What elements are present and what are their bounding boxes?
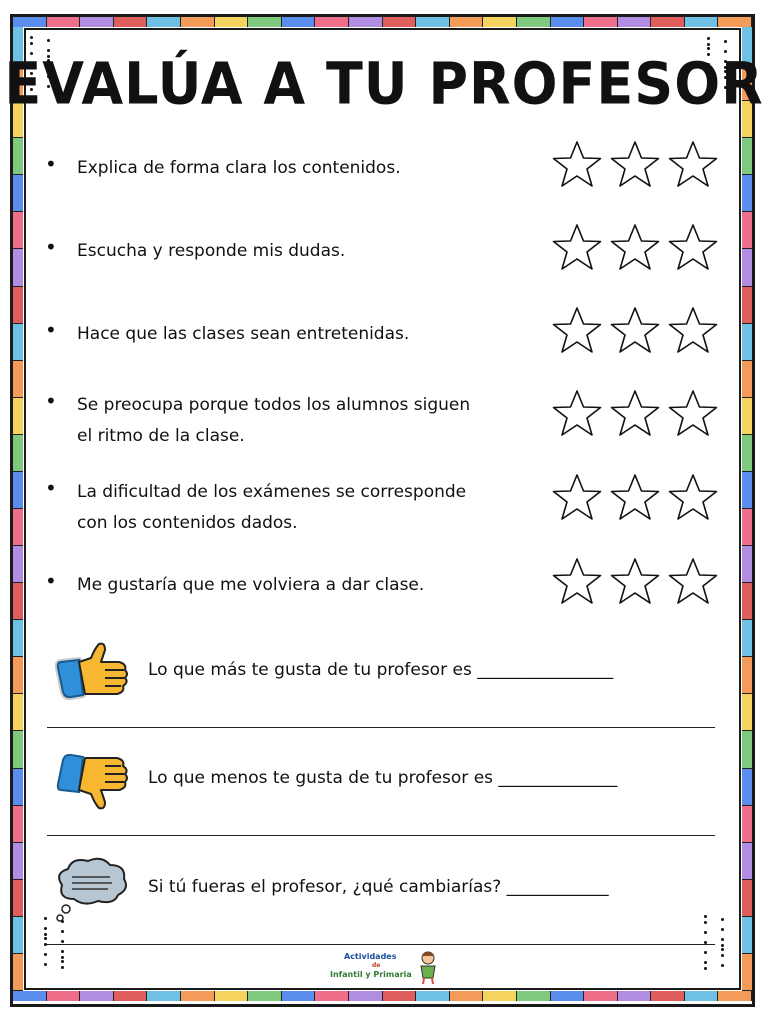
border-segment [742, 138, 752, 175]
dot [44, 963, 47, 966]
border-segment [685, 991, 719, 1001]
border-segment [742, 620, 752, 657]
star-icon[interactable] [550, 556, 604, 608]
dot [721, 928, 724, 931]
question-least-favorite: Lo que menos te gusta de tu profesor es ______________ [148, 768, 618, 788]
star-icon[interactable] [550, 305, 604, 357]
border-segment [584, 17, 618, 27]
dot [61, 950, 64, 953]
dot [704, 951, 707, 954]
star-icon[interactable] [550, 139, 604, 191]
border-segment [147, 17, 181, 27]
border-segment [517, 991, 551, 1001]
star-icon[interactable] [666, 472, 720, 524]
border-segment [618, 17, 652, 27]
border-segment [13, 769, 23, 806]
bullet: • [45, 476, 57, 500]
border-segment [13, 509, 23, 546]
border-segment [383, 991, 417, 1001]
dot [721, 944, 724, 947]
bullet: • [45, 152, 57, 176]
border-segment [383, 17, 417, 27]
border-segment [742, 917, 752, 954]
border-segment [13, 880, 23, 917]
border-segment [13, 138, 23, 175]
border-segment [147, 991, 181, 1001]
dot [724, 40, 727, 43]
border-segment [315, 991, 349, 1001]
border-segment [618, 991, 652, 1001]
thumbs-down-icon [55, 750, 133, 812]
rating-item-text: Se preocupa porque todos los alumnos siguen el ritmo de la clase. [77, 395, 471, 446]
border-segment [742, 472, 752, 509]
star-icon[interactable] [666, 556, 720, 608]
border-segment [13, 435, 23, 472]
logo-text: Actividades [344, 952, 397, 961]
border-segment [282, 991, 316, 1001]
bullet: • [45, 235, 57, 259]
border-segment [742, 954, 752, 991]
border-segment [742, 212, 752, 249]
dot [30, 36, 33, 39]
dot [30, 42, 33, 45]
border-segment [742, 435, 752, 472]
border-segment [47, 17, 81, 27]
border-segment [13, 212, 23, 249]
border-segment [13, 917, 23, 954]
border-segment [215, 17, 249, 27]
dot [44, 953, 47, 956]
border-segment [13, 17, 47, 27]
star-icon[interactable] [550, 222, 604, 274]
star-rating[interactable] [550, 556, 725, 608]
answer-line[interactable] [47, 944, 715, 945]
border-segment [13, 546, 23, 583]
border-segment [416, 991, 450, 1001]
star-rating[interactable] [550, 472, 725, 524]
star-icon[interactable] [608, 388, 662, 440]
dot [61, 930, 64, 933]
child-mascot-icon [416, 950, 440, 984]
border-segment [742, 769, 752, 806]
page-title: EVALÚA A TU PROFESOR [4, 49, 764, 118]
dot [44, 937, 47, 940]
border-segment [13, 361, 23, 398]
border-segment [742, 880, 752, 917]
bullet: • [45, 389, 57, 413]
star-icon[interactable] [608, 556, 662, 608]
border-segment [349, 991, 383, 1001]
dot [721, 938, 724, 941]
thought-cloud-icon [50, 855, 130, 925]
border-segment [742, 249, 752, 286]
dot [61, 940, 64, 943]
border-segment [248, 17, 282, 27]
dot [707, 37, 710, 40]
dot [721, 918, 724, 921]
star-rating[interactable] [550, 139, 725, 191]
star-rating[interactable] [550, 388, 725, 440]
dot [44, 927, 47, 930]
border-segment [742, 398, 752, 435]
border-segment [416, 17, 450, 27]
question-change: Si tú fueras el profesor, ¿qué cambiarías? ____________ [148, 877, 609, 897]
border-segment [742, 843, 752, 880]
border-segment [114, 17, 148, 27]
star-icon[interactable] [666, 388, 720, 440]
star-icon[interactable] [608, 222, 662, 274]
border-segment [517, 17, 551, 27]
brand-logo [330, 950, 440, 984]
border-segment [742, 731, 752, 768]
dot [61, 960, 64, 963]
star-icon[interactable] [666, 305, 720, 357]
dot [61, 956, 64, 959]
question-favorite: Lo que más te gusta de tu profesor es ________________ [148, 660, 614, 680]
star-icon[interactable] [550, 472, 604, 524]
border-segment [584, 991, 618, 1001]
border-segment [13, 583, 23, 620]
border-segment [215, 991, 249, 1001]
border-segment [742, 324, 752, 361]
star-icon[interactable] [666, 222, 720, 274]
dot [704, 915, 707, 918]
border-segment [13, 620, 23, 657]
star-icon[interactable] [608, 139, 662, 191]
border-segment [349, 17, 383, 27]
border-segment [742, 657, 752, 694]
dot [704, 961, 707, 964]
dot [61, 966, 64, 969]
border-segment [742, 583, 752, 620]
border-segment [718, 991, 752, 1001]
border-segment [13, 991, 47, 1001]
border-segment [742, 806, 752, 843]
star-icon[interactable] [666, 139, 720, 191]
rating-item-text: Me gustaría que me volviera a dar clase. [77, 575, 425, 595]
border-segment [742, 694, 752, 731]
border-segment [80, 991, 114, 1001]
border-segment [742, 509, 752, 546]
colored-border-bottom [13, 991, 752, 1001]
thumbs-up-icon [55, 640, 133, 702]
colored-border-top [13, 17, 752, 27]
border-segment [742, 546, 752, 583]
border-segment [315, 17, 349, 27]
rating-item-text: Hace que las clases sean entretenidas. [77, 324, 410, 344]
star-icon[interactable] [608, 305, 662, 357]
border-segment [483, 17, 517, 27]
border-segment [13, 843, 23, 880]
bullet: • [45, 569, 57, 593]
dot [704, 931, 707, 934]
logo-text: de [372, 962, 381, 969]
border-segment [13, 398, 23, 435]
border-segment [685, 17, 719, 27]
border-segment [13, 472, 23, 509]
rating-item-text: Escucha y responde mis dudas. [77, 241, 346, 261]
colored-border-left [13, 27, 23, 991]
border-segment [13, 175, 23, 212]
border-segment [282, 17, 316, 27]
border-segment [13, 731, 23, 768]
border-segment [742, 361, 752, 398]
dot [44, 917, 47, 920]
dot [44, 933, 47, 936]
dot [721, 954, 724, 957]
answer-line[interactable] [47, 835, 715, 836]
border-segment [80, 17, 114, 27]
dot [707, 43, 710, 46]
border-segment [13, 249, 23, 286]
border-segment [450, 991, 484, 1001]
border-segment [551, 17, 585, 27]
border-segment [47, 991, 81, 1001]
border-segment [13, 657, 23, 694]
dot [721, 964, 724, 967]
star-rating[interactable] [550, 305, 725, 357]
border-segment [651, 991, 685, 1001]
star-icon[interactable] [550, 388, 604, 440]
border-segment [742, 175, 752, 212]
dot [704, 967, 707, 970]
border-segment [551, 991, 585, 1001]
border-segment [13, 806, 23, 843]
dot [704, 921, 707, 924]
answer-line[interactable] [47, 727, 715, 728]
star-rating[interactable] [550, 222, 725, 274]
border-segment [13, 694, 23, 731]
logo-text: Infantil y Primaria [330, 970, 412, 979]
dot [721, 948, 724, 951]
border-segment [248, 991, 282, 1001]
border-segment [450, 17, 484, 27]
border-segment [718, 17, 752, 27]
dot [47, 39, 50, 42]
border-segment [13, 954, 23, 991]
border-segment [181, 17, 215, 27]
border-segment [13, 324, 23, 361]
bullet: • [45, 318, 57, 342]
border-segment [742, 287, 752, 324]
border-segment [181, 991, 215, 1001]
star-icon[interactable] [608, 472, 662, 524]
rating-item-text: La dificultad de los exámenes se corresponde con los contenidos dados. [77, 482, 467, 533]
border-segment [114, 991, 148, 1001]
border-segment [651, 17, 685, 27]
border-segment [483, 991, 517, 1001]
corner-dots-decoration [700, 915, 740, 975]
colored-border-right [742, 27, 752, 991]
border-segment [13, 287, 23, 324]
rating-item-text: Explica de forma clara los contenidos. [77, 158, 401, 178]
